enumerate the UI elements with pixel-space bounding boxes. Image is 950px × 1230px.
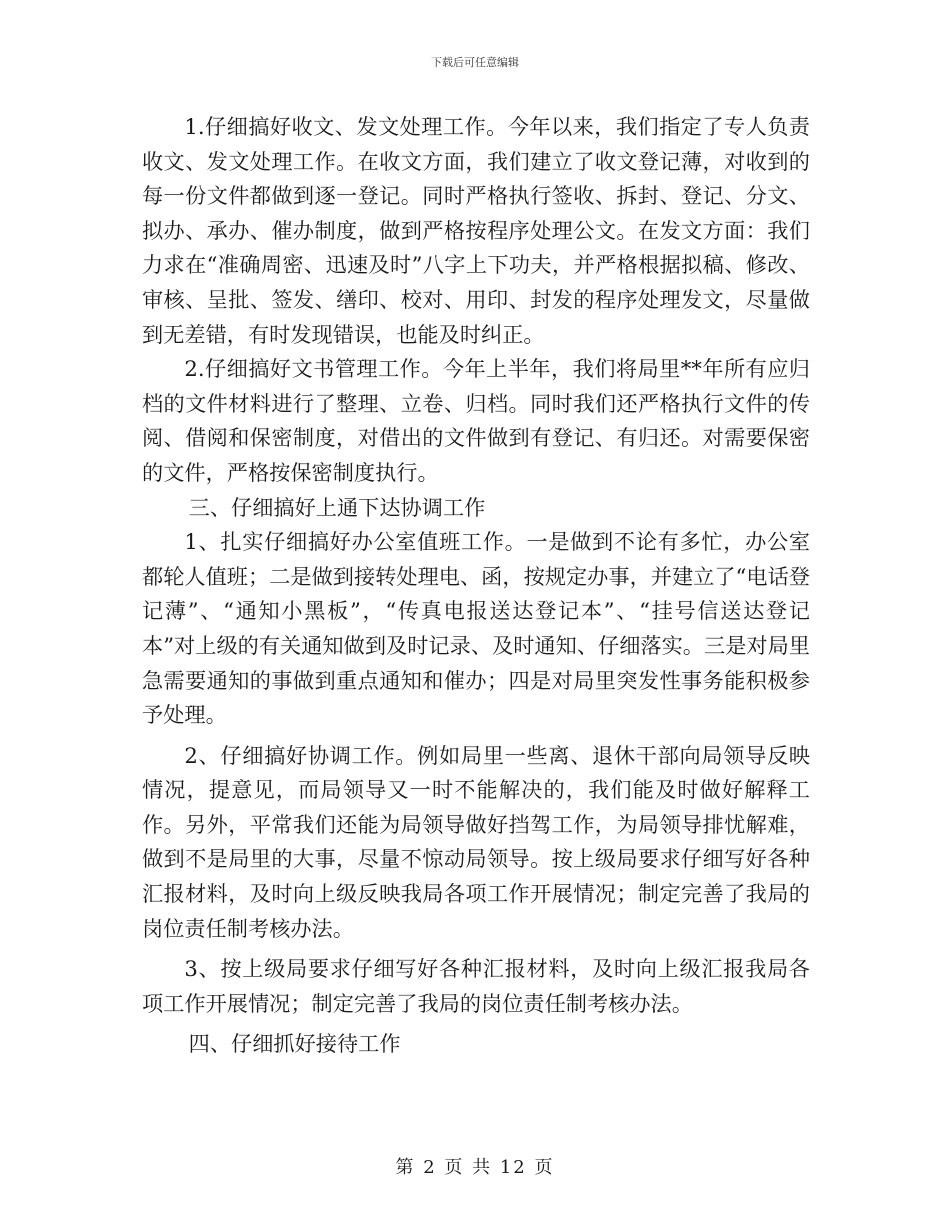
section-heading-coordination: 三、仔细搞好上通下达协调工作 — [188, 494, 486, 520]
page-header: 下载后可任意编辑 — [431, 56, 519, 69]
page-number-footer: 第 2 页 共 12 页 — [395, 1157, 555, 1178]
paragraph-coordination-work: 2、仔细搞好协调工作。例如局里一些离、退休干部向局领导反映情况，提意见，而局领导又一时不能解决的，我们能及时做好解释工作。另外，平常我们还能为局领导做好挡驾工作，为局领导排忧解难，做到不是局里的大事，尽量不惊动局领导。按上级局要求仔细写好各种汇报材料，及时向上级反映我局各项工作开展情况；制定完善了我局的岗位责任制考核办法。 — [142, 742, 810, 941]
paragraph-office-duty: 1、扎实仔细搞好办公室值班工作。一是做到不论有多忙，办公室都轮人值班；二是做到接转处理电、函，按规定办事，并建立了“电话登记薄”、“通知小黑板”，“传真电报送达登记本”、“挂号信送达登记本”对上级的有关通知做到及时记录、及时通知、仔细落实。三是对局里急需要通知的事做到重点通知和催办；四是对局里突发性事务能积极参予处理。 — [142, 529, 810, 728]
paragraph-file-processing: 1.仔细搞好收文、发文处理工作。今年以来，我们指定了专人负责收文、发文处理工作。在收文方面，我们建立了收文登记薄，对收到的每一份文件都做到逐一登记。同时严格执行签收、拆封、登记、分文、拟办、承办、催办制度，做到严格按程序处理公文。在发文方面：我们力求在“准确周密、迅速及时”八字上下功夫，并严格根据拟稿、修改、审核、呈批、签发、缮印、校对、用印、封发的程序处理发文，尽量做到无差错，有时发现错误，也能及时纠正。 — [142, 114, 810, 347]
paragraph-report-materials: 3、按上级局要求仔细写好各种汇报材料，及时向上级汇报我局各项工作开展情况；制定完善了我局的岗位责任制考核办法。 — [142, 956, 810, 1016]
section-heading-reception: 四、仔细抓好接待工作 — [188, 1031, 401, 1057]
paragraph-document-management: 2.仔细搞好文书管理工作。今年上半年，我们将局里**年所有应归档的文件材料进行了整理、立卷、归档。同时我们还严格执行文件的传阅、借阅和保密制度，对借出的文件做到有登记、有归还。对需要保密的文件，严格按保密制度执行。 — [142, 356, 810, 485]
document-body — [142, 110, 810, 1062]
